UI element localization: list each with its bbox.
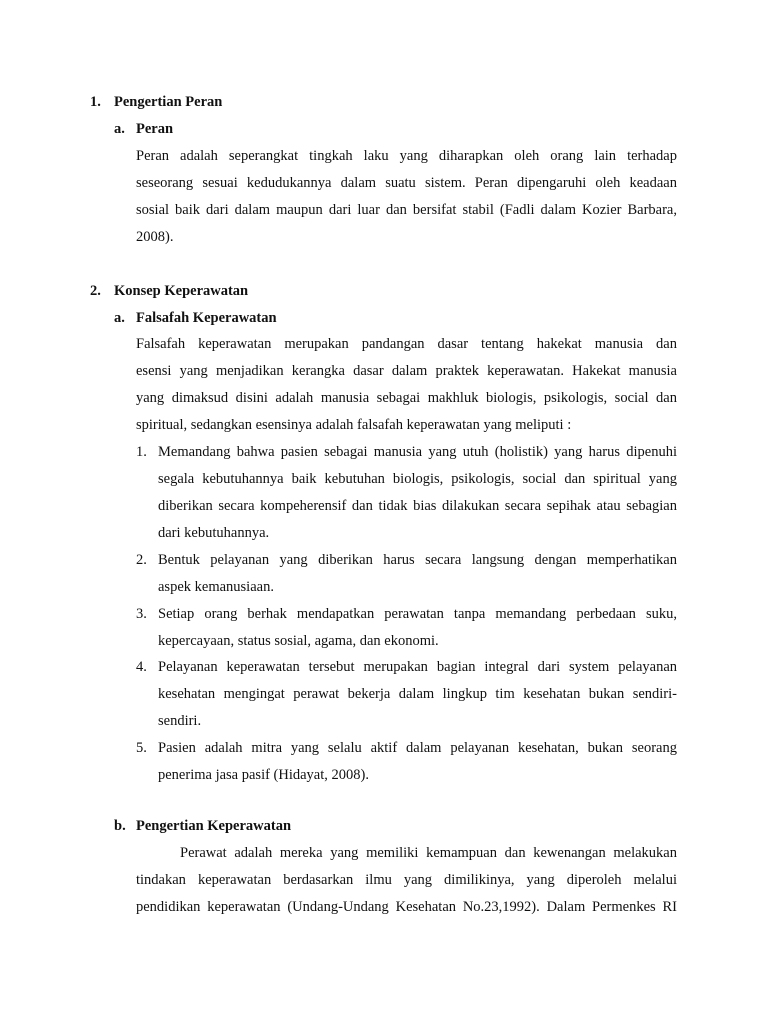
paragraph-line: 2008). xyxy=(136,229,174,245)
list-item-number: 4. xyxy=(136,659,147,675)
list-item-number: 5. xyxy=(136,740,147,756)
list-item-line: kesehatan mengingat perawat bekerja dalam lingkup tim kesehatan bukan sendiri- xyxy=(158,686,677,702)
list-item-line: Memandang bahwa pasien sebagai manusia yang utuh (holistik) yang harus dipenuhi xyxy=(158,444,677,460)
section-2-number: 2. xyxy=(90,283,101,299)
paragraph-line: spiritual, sedangkan esensinya adalah falsafah keperawatan yang meliputi : xyxy=(136,417,572,433)
list-item-line: penerima jasa pasif (Hidayat, 2008). xyxy=(158,767,369,783)
paragraph-line: Peran adalah seperangkat tingkah laku yang diharapkan oleh orang lain terhadap xyxy=(136,148,677,164)
list-item-line: dari kebutuhannya. xyxy=(158,525,270,541)
list-item-line: Setiap orang berhak mendapatkan perawatan tanpa memandang perbedaan suku, xyxy=(158,606,677,622)
list-item-line: Bentuk pelayanan yang diberikan harus secara langsung dengan memperhatikan xyxy=(158,552,677,568)
section-2a-heading: Falsafah Keperawatan xyxy=(136,310,277,326)
section-1a-heading: Peran xyxy=(136,121,174,137)
paragraph-line: tindakan keperawatan berdasarkan ilmu yang dimilikinya, yang diperoleh melalui xyxy=(136,872,677,888)
list-item-line: sendiri. xyxy=(158,713,202,729)
list-item-line: aspek kemanusiaan. xyxy=(158,579,274,595)
list-item-line: diberikan secara kompeherensif dan tidak bias dilakukan secara sepihak atau sebagian xyxy=(158,498,677,514)
paragraph-line: yang dimaksud disini adalah manusia sebagai makhluk biologis, psikologis, social dan xyxy=(136,390,677,406)
section-1-heading: Pengertian Peran xyxy=(114,94,223,110)
section-2b-letter: b. xyxy=(114,818,126,834)
list-item-number: 3. xyxy=(136,606,147,622)
list-item-number: 1. xyxy=(136,444,147,460)
section-1-number: 1. xyxy=(90,94,101,110)
paragraph-line: seseorang sesuai kedudukannya dalam suatu sistem. Peran dipengaruhi oleh keadaan xyxy=(136,175,677,191)
paragraph-line: pendidikan keperawatan (Undang-Undang Kesehatan No.23,1992). Dalam Permenkes RI xyxy=(136,899,677,915)
paragraph-line: Perawat adalah mereka yang memiliki kemampuan dan kewenangan melakukan xyxy=(180,845,677,861)
list-item-line: Pelayanan keperawatan tersebut merupakan bagian integral dari system pelayanan xyxy=(158,659,677,675)
paragraph-line: esensi yang menjadikan kerangka dasar dalam praktek keperawatan. Hakekat manusia xyxy=(136,363,677,379)
list-item-line: segala kebutuhannya baik kebutuhan biologis, psikologis, social dan spiritual yang xyxy=(158,471,677,487)
list-item-line: Pasien adalah mitra yang selalu aktif dalam pelayanan kesehatan, bukan seorang xyxy=(158,740,677,756)
list-item-line: kepercayaan, status sosial, agama, dan ekonomi. xyxy=(158,633,439,649)
section-2-heading: Konsep Keperawatan xyxy=(114,283,249,299)
list-item-number: 2. xyxy=(136,552,147,568)
section-2a-letter: a. xyxy=(114,310,125,326)
section-1a-letter: a. xyxy=(114,121,125,137)
paragraph-line: sosial baik dari dalam maupun dari luar dan bersifat stabil (Fadli dalam Kozier Barbara, xyxy=(136,202,677,218)
paragraph-line: Falsafah keperawatan merupakan pandangan dasar tentang hakekat manusia dan xyxy=(136,336,677,352)
section-2b-heading: Pengertian Keperawatan xyxy=(136,818,292,834)
